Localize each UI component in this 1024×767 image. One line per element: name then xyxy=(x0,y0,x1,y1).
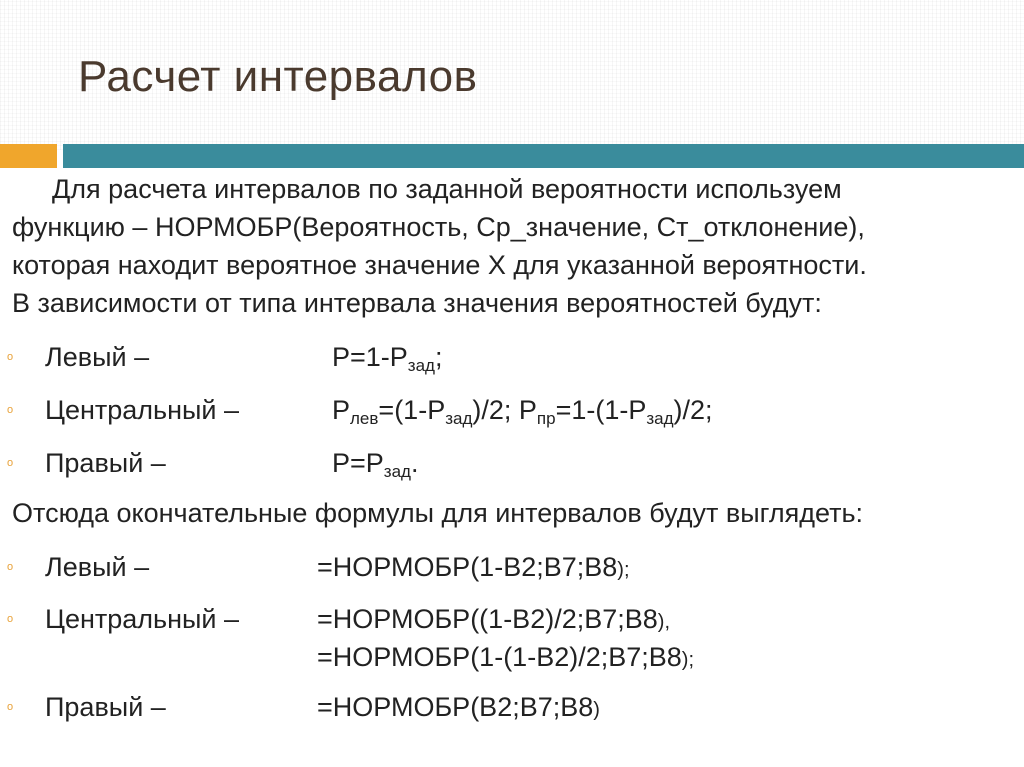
probability-formula: $P=1-P_{зад}$; xyxy=(332,342,443,375)
intro-line: В зависимости от типа интервала значения вероятностей будут: xyxy=(12,288,822,318)
excel-formula: =НОРМОБР(1-(1-B2)/2;B7;B8); xyxy=(317,642,694,672)
formula-item-central xyxy=(0,600,1024,680)
bullet-icon: o xyxy=(7,613,14,625)
bullet-icon: o xyxy=(7,457,14,469)
item-label: Центральный – xyxy=(45,604,240,634)
excel-formula: =НОРМОБР(1-B2;B7;B8); xyxy=(317,552,630,582)
slide-title: Расчет интервалов xyxy=(78,52,478,101)
bullet-icon: o xyxy=(7,404,14,416)
accent-bar-teal xyxy=(63,144,1024,168)
item-label: Центральный – xyxy=(45,395,240,425)
intro-line: которая находит вероятное значение Х для указанной вероятности. xyxy=(12,250,867,280)
probability-item-left xyxy=(0,338,1024,378)
intro-paragraph xyxy=(12,170,1007,322)
probability-item-central xyxy=(0,391,1024,431)
probability-formula: $P=P_{зад}$. xyxy=(332,448,419,481)
bullet-icon: o xyxy=(7,351,14,363)
accent-bar-orange xyxy=(0,144,57,168)
item-label: Левый – xyxy=(45,552,150,582)
bullet-icon: o xyxy=(7,561,14,573)
item-label: Левый – xyxy=(45,342,150,372)
excel-formula: =НОРМОБР((1-B2)/2;B7;B8), xyxy=(317,604,670,634)
probability-formula: $P_{лев}=(1-P_{зад})/2$; $P_{пр}=1-(1-P_{зад})/2$; xyxy=(332,395,713,428)
formula-item-left xyxy=(0,548,1024,588)
item-label: Правый – xyxy=(45,692,166,722)
excel-formula: =НОРМОБР(B2;B7;B8) xyxy=(317,692,600,722)
item-label: Правый – xyxy=(45,448,166,478)
probability-item-right xyxy=(0,444,1024,484)
bullet-icon: o xyxy=(7,701,14,713)
formula-item-right xyxy=(0,688,1024,728)
summary-line: Отсюда окончательные формулы для интервалов будут выглядеть: xyxy=(12,498,864,528)
intro-line: функцию – НОРМОБР(Вероятность, Ср_значение, Ст_отклонение), xyxy=(12,212,865,242)
intro-line: Для расчета интервалов по заданной вероятности используем xyxy=(52,174,842,204)
